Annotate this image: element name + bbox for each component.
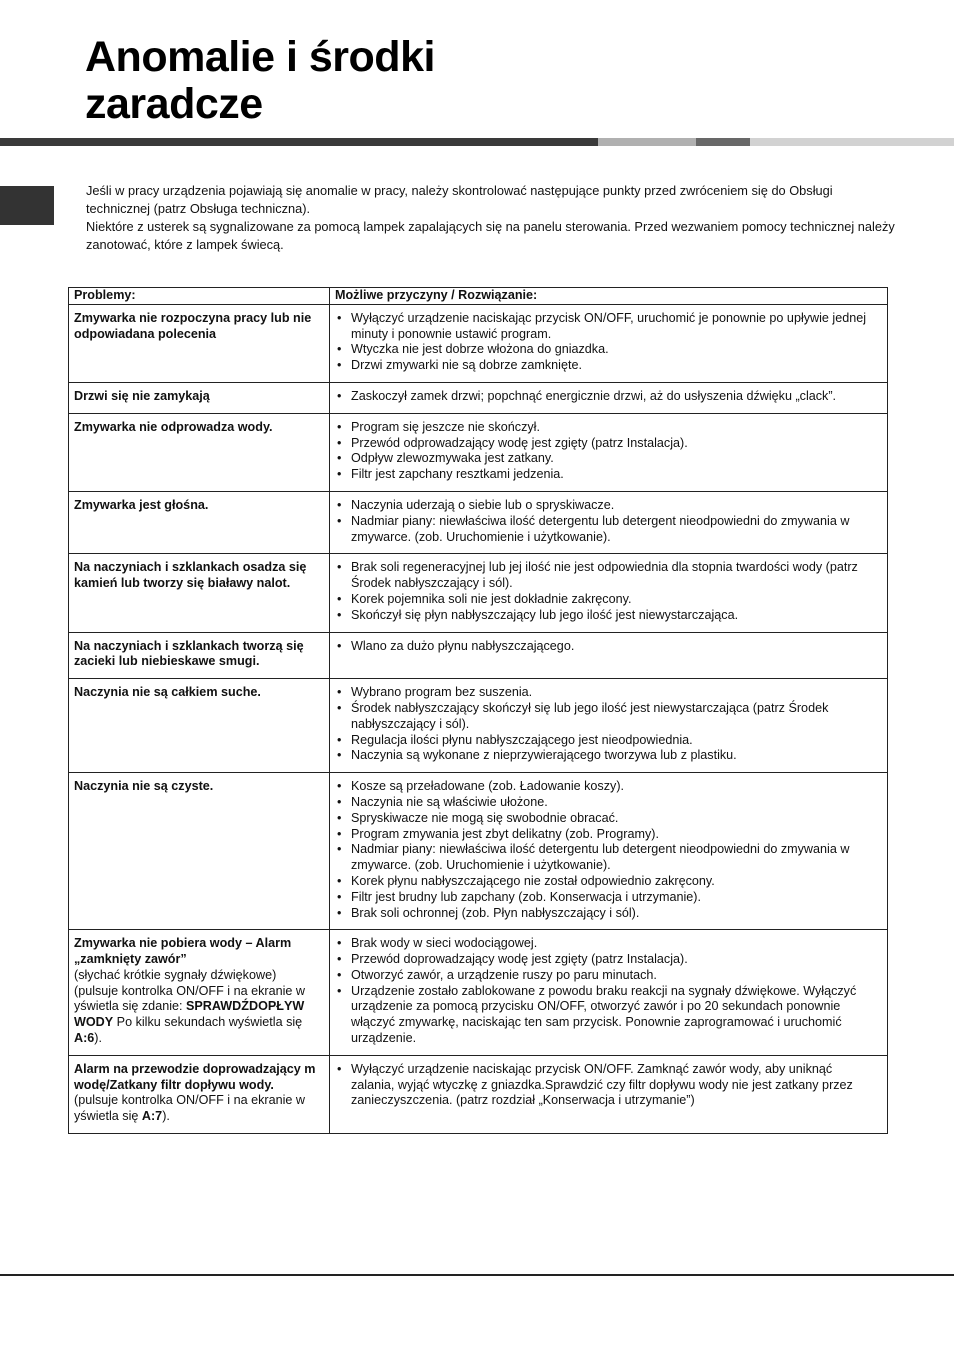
solution-item: • Filtr jest zapchany resztkami jedzenia. — [336, 467, 879, 483]
solution-cell — [330, 413, 888, 491]
table-row — [69, 304, 888, 382]
solution-cell — [330, 304, 888, 382]
solution-list — [336, 639, 879, 655]
solution-cell — [330, 679, 888, 773]
problem-detail — [74, 984, 305, 1045]
solution-list — [336, 498, 879, 545]
solution-cell — [330, 491, 888, 553]
solution-item: • Program się jeszcze nie skończył. — [336, 420, 879, 436]
solution-cell — [330, 554, 888, 632]
problem-cell — [69, 1055, 330, 1133]
solution-cell — [330, 632, 888, 679]
solution-item: • Skończył się płyn nabłyszczający lub jego ilość jest niewystarczająca. — [336, 608, 879, 624]
problem-detail-text: ). — [162, 1109, 170, 1124]
header-rule-light — [598, 138, 696, 146]
solution-item: • Wtyczka nie jest dobrze włożona do gniazdka. — [336, 342, 879, 358]
table-row — [69, 632, 888, 679]
table-row — [69, 679, 888, 773]
solution-item: • Kosze są przeładowane (zob. Ładowanie koszy). — [336, 779, 879, 795]
language-side-tab — [0, 186, 54, 225]
problem-title: Na naczyniach i szklankach osadza się kamień lub tworzy się białawy nalot. — [74, 560, 307, 591]
problem-cell — [69, 773, 330, 930]
table-row — [69, 930, 888, 1056]
solution-item: • Korek pojemnika soli nie jest dokładnie zakręcony. — [336, 592, 879, 608]
header-rule-dark — [0, 138, 598, 146]
error-code: A:6 — [74, 1031, 95, 1046]
table-row — [69, 413, 888, 491]
table-row — [69, 491, 888, 553]
problem-title: Zmywarka nie odprowadza wody. — [74, 419, 273, 434]
solution-item: • Naczynia uderzają o siebie lub o spryskiwacze. — [336, 498, 879, 514]
display-message: SPRAWDŹDOPŁYW WODY — [74, 999, 305, 1030]
solution-item: • Wyłączyć urządzenie naciskając przycisk ON/OFF, uruchomić je ponownie po upływie jednej minuty i ponownie ustawić program. — [336, 311, 879, 343]
table-row — [69, 773, 888, 930]
problem-cell — [69, 304, 330, 382]
problem-title: Na naczyniach i szklankach tworzą się zacieki lub niebieskawe smugi. — [74, 638, 304, 669]
problem-detail-text: ). — [94, 1031, 102, 1046]
solution-item: • Program zmywania jest zbyt delikatny (zob. Programy). — [336, 827, 879, 843]
solution-list — [336, 311, 879, 374]
problem-detail-text: Po kilku sekundach wyświetla się — [113, 1015, 303, 1030]
problem-title: Naczynia nie są czyste. — [74, 779, 214, 794]
problem-detail-text: (pulsuje kontrolka ON/OFF i na ekranie w yświetla się zdanie: — [74, 983, 305, 1014]
solution-item: • Odpływ zlewozmywaka jest zatkany. — [336, 451, 879, 467]
error-code: A:7 — [141, 1109, 163, 1124]
problem-detail — [74, 1093, 305, 1123]
problem-cell — [69, 382, 330, 413]
solution-list — [336, 389, 879, 405]
problem-cell — [69, 413, 330, 491]
solution-item: • Nadmiar piany: niewłaściwa ilość detergentu lub detergent nieodpowiedni do zmywania w zmywarce. (zob. Uruchomienie i użytkowanie). — [336, 514, 879, 546]
problem-title: Zmywarka jest głośna. — [74, 497, 209, 512]
solution-item: • Wyłączyć urządzenie naciskając przycisk ON/OFF. Zamknąć zawór wody, aby uniknąć zalania, wyjąć wtyczkę z gniazdka.Sprawdzić czy filtr dopływu wody nie jest zatkany przez zanieczyszczenia. (patrz rozdział „Konserwacja i utrzymanie”) — [336, 1062, 879, 1109]
solution-list — [336, 560, 879, 623]
solution-item: • Brak wody w sieci wodociągowej. — [336, 936, 879, 952]
problem-title: Alarm na przewodzie doprowadzający m wodę/Zatkany filtr dopływu wody. — [74, 1061, 316, 1092]
problem-title: Drzwi się nie zamykają — [74, 388, 210, 403]
problem-title: Zmywarka nie rozpoczyna pracy lub nie odpowiadana polecenia — [74, 310, 312, 341]
table-row — [69, 382, 888, 413]
solution-cell — [330, 930, 888, 1056]
solution-item: • Nadmiar piany: niewłaściwa ilość detergentu lub detergent nieodpowiedni do zmywania w zmywarce. (zob. Uruchomienie i użytkowanie). — [336, 842, 879, 874]
solution-list — [336, 936, 879, 1047]
page-title-line-1: Anomalie i środki — [85, 33, 435, 81]
table-row — [69, 1055, 888, 1133]
solution-item: • Wlano za dużo płynu nabłyszczającego. — [336, 639, 879, 655]
solution-item: • Otworzyć zawór, a urządzenie ruszy po paru minutach. — [336, 968, 879, 984]
solution-list — [336, 779, 879, 921]
problem-cell — [69, 679, 330, 773]
intro-paragraph-1: Jeśli w pracy urządzenia pojawiają się anomalie w pracy, należy skontrolować następujące punkty przed zwróceniem się do Obsługi technicznej (patrz Obsługa techniczna). — [86, 183, 833, 216]
table-header-row — [69, 288, 888, 305]
solution-item: • Wybrano program bez suszenia. — [336, 685, 879, 701]
solution-list — [336, 685, 879, 764]
footer-rule — [0, 1274, 954, 1276]
solution-cell — [330, 382, 888, 413]
solution-item: • Naczynia są wykonane z nieprzywierającego tworzywa lub z plastiku. — [336, 748, 879, 764]
solution-cell — [330, 773, 888, 930]
header-solutions: Możliwe przyczyny / Rozwiązanie: — [330, 288, 888, 305]
header-rule-pale — [750, 138, 954, 146]
problem-cell — [69, 554, 330, 632]
problem-note: (słychać krótkie sygnały dźwiękowe) — [74, 967, 277, 982]
solution-item: • Spryskiwacze nie mogą się swobodnie obracać. — [336, 811, 879, 827]
solution-item: • Urządzenie zostało zablokowane z powodu braku reakcji na sygnały dźwiękowe. Wyłączyć urządzenie za pomocą przycisku ON/OFF, otworzyć zawór i po 20 sekundach ponownie włączyć zmywarkę, naciskając ten sam przycisk. Ponownie zaprogramować i uruchomić urządzenie. — [336, 984, 879, 1047]
solution-item: • Naczynia nie są właściwie ułożone. — [336, 795, 879, 811]
solution-list — [336, 1062, 879, 1109]
problem-title: Zmywarka nie pobiera wody – Alarm „zamknięty zawór” — [74, 936, 292, 967]
problem-detail-text: (pulsuje kontrolka ON/OFF i na ekranie w yświetla się — [74, 1093, 305, 1124]
problem-cell — [69, 930, 330, 1056]
header-rule-mid — [696, 138, 750, 146]
solution-item: • Brak soli regeneracyjnej lub jej ilość nie jest odpowiednia dla stopnia twardości wody (patrz Środek nabłyszczający i sól). — [336, 560, 879, 592]
header-problems: Problemy: — [69, 288, 330, 305]
problem-cell — [69, 491, 330, 553]
intro-text — [86, 182, 896, 254]
solution-item: • Korek płynu nabłyszczającego nie został odpowiednio zakręcony. — [336, 874, 879, 890]
troubleshooting-table — [68, 287, 888, 1134]
problem-title: Naczynia nie są całkiem suche. — [74, 685, 261, 700]
solution-item: • Zaskoczył zamek drzwi; popchnąć energicznie drzwi, aż do usłyszenia dźwięku „clack”. — [336, 389, 879, 405]
solution-item: • Przewód odprowadzający wodę jest zgięty (patrz Instalacja). — [336, 436, 879, 452]
solution-cell — [330, 1055, 888, 1133]
solution-list — [336, 420, 879, 483]
solution-item: • Środek nabłyszczający skończył się lub jego ilość jest niewystarczająca (patrz Środek nabłyszczający i sól). — [336, 701, 879, 733]
table-row — [69, 554, 888, 632]
page-title — [85, 34, 435, 128]
solution-item: • Przewód doprowadzający wodę jest zgięty (patrz Instalacja). — [336, 952, 879, 968]
solution-item: • Filtr jest brudny lub zapchany (zob. Konserwacja i utrzymanie). — [336, 890, 879, 906]
intro-paragraph-2: Niektóre z usterek są sygnalizowane za pomocą lampek zapalających się na panelu sterowania. Przed wezwaniem pomocy technicznej należy zanotować, które z lampek świecą. — [86, 219, 895, 252]
solution-item: • Brak soli ochronnej (zob. Płyn nabłyszczający i sól). — [336, 906, 879, 922]
page-title-line-2: zaradcze — [85, 80, 263, 128]
solution-item: • Regulacja ilości płynu nabłyszczającego jest nieodpowiednia. — [336, 733, 879, 749]
problem-cell — [69, 632, 330, 679]
solution-item: • Drzwi zmywarki nie są dobrze zamknięte. — [336, 358, 879, 374]
